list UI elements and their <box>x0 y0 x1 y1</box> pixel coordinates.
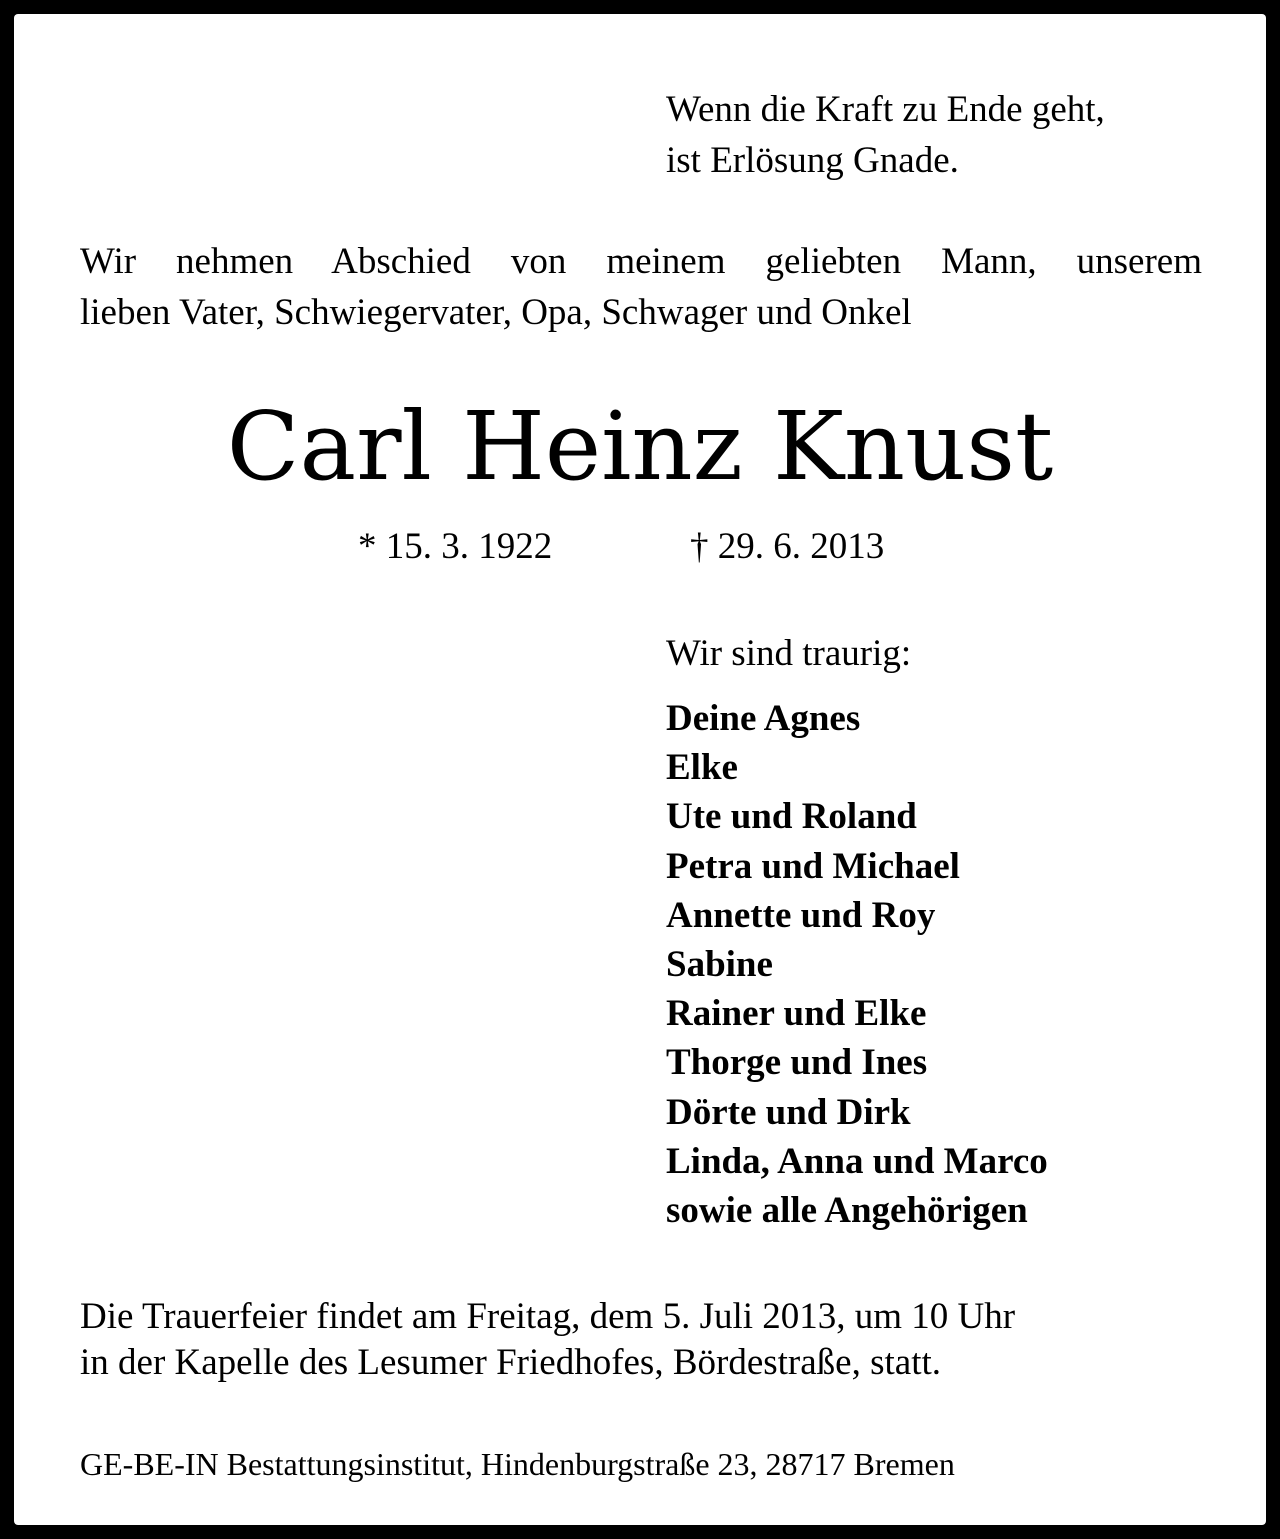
death-date: † 29. 6. 2013 <box>690 526 885 567</box>
mourner-name: Linda, Anna und Marco <box>666 1140 1048 1182</box>
mourner-name: Sabine <box>666 944 773 986</box>
service-line-2: in der Kapelle des Lesumer Friedhofes, Bördestraße, statt. <box>80 1342 942 1383</box>
mourner-name: Deine Agnes <box>666 698 861 739</box>
deceased-name: Carl Heinz Knust <box>226 392 1054 502</box>
mourner-name: Elke <box>666 747 738 789</box>
mourner-name: Petra und Michael <box>666 845 960 887</box>
mourners-intro: Wir sind traurig: <box>666 633 912 674</box>
mourner-name: Thorge und Ines <box>666 1042 928 1084</box>
farewell-line-1: Wir nehmen Abschied von meinem geliebten Mann, unserem <box>80 241 1202 282</box>
farewell-text <box>80 236 1202 338</box>
service-line-1: Die Trauerfeier findet am Freitag, dem 5. Juli 2013, um 10 Uhr <box>80 1296 1016 1337</box>
mourner-name: Rainer und Elke <box>666 993 927 1035</box>
birth-date: * 15. 3. 1922 <box>358 526 553 567</box>
motto-line-1: Wenn die Kraft zu Ende geht, <box>666 89 1105 130</box>
mourners-list <box>666 694 1048 1235</box>
mourner-name: Dörte und Dirk <box>666 1091 911 1133</box>
obituary-notice <box>14 14 1266 1525</box>
funeral-service-info <box>80 1294 1015 1386</box>
farewell-line-2: lieben Vater, Schwiegervater, Opa, Schwager und Onkel <box>80 292 912 333</box>
undertaker-address: GE-BE-IN Bestattungsinstitut, Hindenburgstraße 23, 28717 Bremen <box>80 1446 955 1482</box>
mourner-name: Annette und Roy <box>666 894 936 936</box>
mourner-name: sowie alle Angehörigen <box>666 1190 1028 1232</box>
motto-line-2: ist Erlösung Gnade. <box>666 140 959 181</box>
mourner-name: Ute und Roland <box>666 796 917 838</box>
motto-quote <box>666 84 1105 186</box>
